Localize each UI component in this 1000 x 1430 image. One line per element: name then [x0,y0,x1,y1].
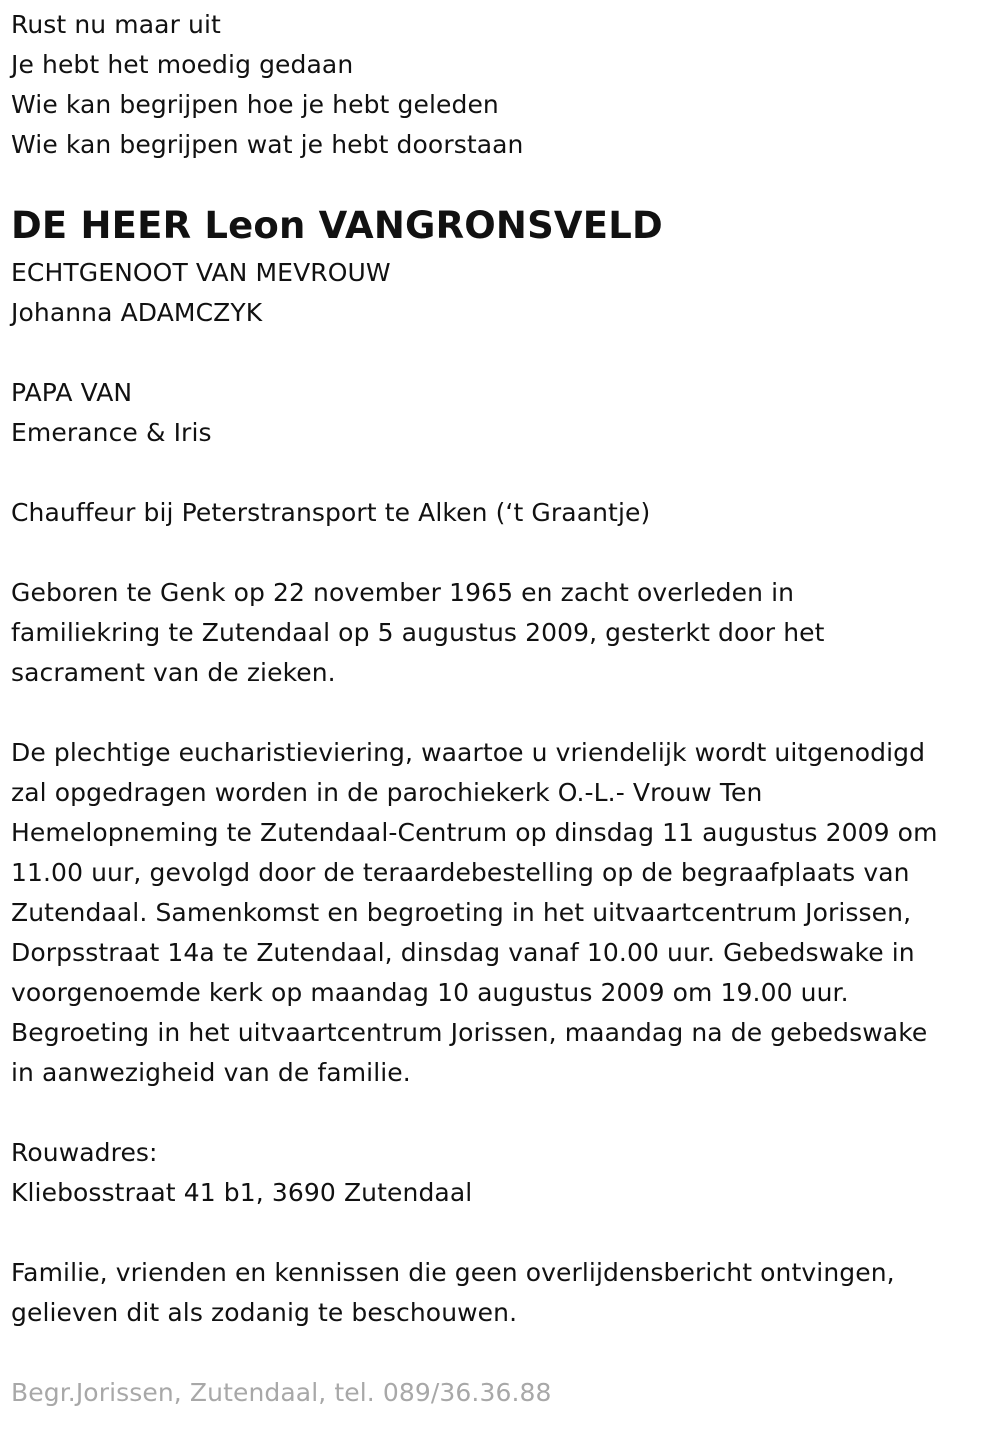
paragraph-line: Zutendaal. Samenkomst en begroeting in het uitvaartcentrum Jorissen, [11,898,912,927]
children-title: PAPA VAN [11,378,133,407]
poem-line: Rust nu maar uit [11,10,221,39]
paragraph-line: zal opgedragen worden in de parochiekerk O.-L.- Vrouw Ten [11,778,763,807]
funeral-home-footer [11,1373,552,1413]
mourning-address-value: Kliebosstraat 41 b1, 3690 Zutendaal [11,1178,473,1207]
paragraph-line: Begroeting in het uitvaartcentrum Jorissen, maandag na de gebedswake [11,1018,928,1047]
paragraph-line: in aanwezigheid van de familie. [11,1058,411,1087]
deceased-name: DE HEER Leon VANGRONSVELD [11,204,663,247]
paragraph-line: De plechtige eucharistieviering, waartoe u vriendelijk wordt uitgenodigd [11,738,926,767]
children-names: Emerance & Iris [11,418,212,447]
birth-death-paragraph [11,573,825,693]
poem-line: Wie kan begrijpen wat je hebt doorstaan [11,130,524,159]
paragraph-line: Familie, vrienden en kennissen die geen overlijdensbericht ontvingen, [11,1258,895,1287]
mourning-address-label: Rouwadres: [11,1138,158,1167]
paragraph-line: familiekring te Zutendaal op 5 augustus 2009, gesterkt door het [11,618,825,647]
poem [11,5,524,165]
funeral-paragraph [11,733,938,1093]
footer-text: Begr.Jorissen, Zutendaal, tel. 089/36.36.88 [11,1378,552,1407]
spouse-name: Johanna ADAMCZYK [11,298,263,327]
paragraph-line: sacrament van de zieken. [11,658,336,687]
spouse-title: ECHTGENOOT VAN MEVROUW [11,258,391,287]
paragraph-line: Dorpsstraat 14a te Zutendaal, dinsdag vanaf 10.00 uur. Gebedswake in [11,938,915,967]
paragraph-line: gelieven dit als zodanig te beschouwen. [11,1298,518,1327]
occupation-text: Chauffeur bij Peterstransport te Alken (‘t Graantje) [11,498,651,527]
spouse-block [11,253,391,333]
paragraph-line: Hemelopneming te Zutendaal-Centrum op dinsdag 11 augustus 2009 om [11,818,938,847]
poem-line: Wie kan begrijpen hoe je hebt geleden [11,90,499,119]
notice-paragraph [11,1253,895,1333]
paragraph-line: Geboren te Genk op 22 november 1965 en zacht overleden in [11,578,795,607]
poem-line: Je hebt het moedig gedaan [11,50,354,79]
occupation [11,493,650,533]
children-block [11,373,212,453]
mourning-address [11,1133,472,1213]
paragraph-line: 11.00 uur, gevolgd door de teraardebestelling op de begraafplaats van [11,858,910,887]
paragraph-line: voorgenoemde kerk op maandag 10 augustus 2009 om 19.00 uur. [11,978,849,1007]
